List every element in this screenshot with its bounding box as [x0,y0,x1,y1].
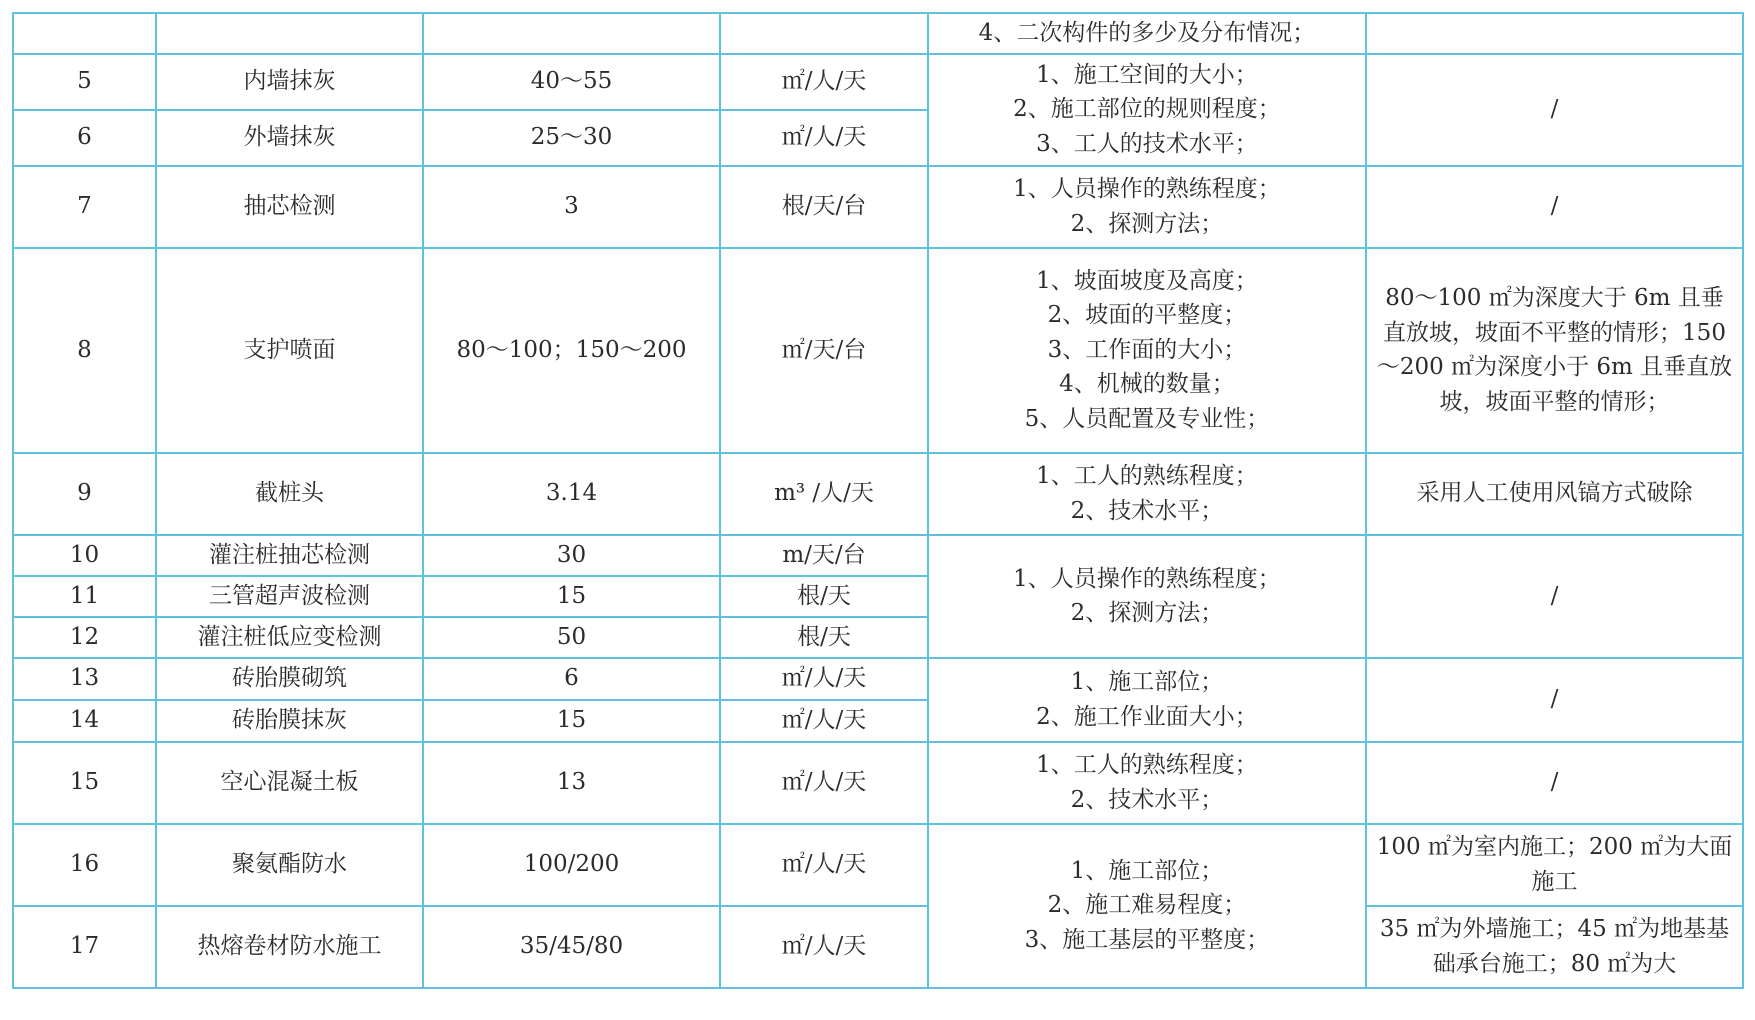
factor-line: 1、施工部位； [1070,857,1224,884]
item-value: 50 [423,617,720,658]
item-value: 15 [423,700,720,742]
item-name: 热熔卷材防水施工 [156,906,423,988]
item-name: 砖胎膜砌筑 [156,658,423,700]
note-cell: 100 ㎡为室内施工；200 ㎡为大面施工 [1366,824,1743,906]
table-row [13,453,1743,535]
factor-line: 2、施工作业面大小； [1036,703,1258,730]
row-number: 6 [13,110,156,166]
factor-line: 1、人员操作的熟练程度； [1013,565,1281,592]
table-row [13,658,1743,700]
factor-line: 1、施工部位； [1070,669,1224,695]
note-cell: / [1366,166,1743,248]
factor-cell [928,658,1366,742]
item-unit: ㎡/天/台 [720,248,928,453]
row-number: 17 [13,906,156,988]
item-unit: m³ /人/天 [720,453,928,535]
item-unit: ㎡/人/天 [720,742,928,824]
factor-cell [928,824,1366,988]
item-name: 三管超声波检测 [156,576,423,617]
factor-cell [928,453,1366,535]
item-unit: ㎡/人/天 [720,658,928,700]
table-row [13,166,1743,248]
item-unit: 根/天 [720,617,928,658]
item-value: 15 [423,576,720,617]
item-name: 灌注桩抽芯检测 [156,535,423,576]
note-cell: 35 ㎡为外墙施工；45 ㎡为地基基础承台施工；80 ㎡为大 [1366,906,1743,988]
row-number: 9 [13,453,156,535]
item-value: 3 [423,166,720,248]
item-unit: 根/天/台 [720,166,928,248]
factor-cell: 4、二次构件的多少及分布情况； [928,13,1366,54]
item-name: 内墙抹灰 [156,54,423,110]
item-unit: ㎡/人/天 [720,110,928,166]
item-name: 支护喷面 [156,248,423,453]
productivity-table [12,12,1744,989]
factor-line: 2、施工部位的规则程度； [1013,96,1281,123]
row-number: 16 [13,824,156,906]
item-name: 聚氨酯防水 [156,824,423,906]
factor-line: 1、人员操作的熟练程度； [1013,176,1281,202]
table-row [13,824,1743,906]
factor-cell [928,54,1366,166]
row-number: 8 [13,248,156,453]
factor-cell [928,248,1366,453]
factor-line: 5、人员配置及专业性； [1024,405,1270,432]
note-cell: / [1366,742,1743,824]
row-number: 14 [13,700,156,742]
factor-line: 3、工作面的大小； [1047,336,1247,363]
item-name: 灌注桩低应变检测 [156,617,423,658]
factor-cell [928,166,1366,248]
factor-line: 1、工人的熟练程度； [1036,752,1258,778]
factor-line: 2、坡面的平整度； [1047,302,1247,329]
factor-cell [928,742,1366,824]
factor-line: 3、工人的技术水平； [1036,130,1258,157]
item-value: 13 [423,742,720,824]
item-value: 3.14 [423,453,720,535]
item-value: 6 [423,658,720,700]
factor-line: 2、技术水平； [1070,786,1224,813]
row-number: 7 [13,166,156,248]
item-unit: ㎡/人/天 [720,700,928,742]
table-row [13,906,1743,988]
factor-line: 2、探测方法； [1070,210,1224,237]
table-row [13,248,1743,453]
factor-cell [928,535,1366,658]
item-name: 抽芯检测 [156,166,423,248]
note-cell: 采用人工使用风镐方式破除 [1366,453,1743,535]
item-unit: 根/天 [720,576,928,617]
factor-line: 1、工人的熟练程度； [1036,463,1258,489]
note-cell: 80～100 ㎡为深度大于 6m 且垂直放坡，坡面不平整的情形；150～200 ㎡为深度小于 6m 且垂直放坡，坡面平整的情形； [1366,248,1743,453]
item-name: 空心混凝土板 [156,742,423,824]
factor-line: 3、施工基层的平整度； [1024,926,1270,953]
table-cell [720,13,928,54]
item-value: 30 [423,535,720,576]
item-name: 砖胎膜抹灰 [156,700,423,742]
table-row [13,13,1743,54]
item-value: 40～55 [423,54,720,110]
item-value: 35/45/80 [423,906,720,988]
row-number: 10 [13,535,156,576]
table-row [13,742,1743,824]
factor-line: 2、技术水平； [1070,497,1224,524]
table-row [13,54,1743,110]
item-value: 25～30 [423,110,720,166]
item-value: 100/200 [423,824,720,906]
row-number: 11 [13,576,156,617]
factor-line: 1、坡面坡度及高度； [1036,267,1258,294]
table-cell [423,13,720,54]
item-name: 截桩头 [156,453,423,535]
table-cell [13,13,156,54]
factor-line: 2、探测方法； [1070,600,1224,626]
item-name: 外墙抹灰 [156,110,423,166]
row-number: 13 [13,658,156,700]
item-value: 80～100；150～200 [423,248,720,453]
table-cell [156,13,423,54]
note-cell: / [1366,535,1743,658]
row-number: 12 [13,617,156,658]
note-cell: / [1366,658,1743,742]
table-cell [1366,13,1743,54]
row-number: 15 [13,742,156,824]
factor-line: 1、施工空间的大小； [1036,61,1258,88]
table-row [13,535,1743,576]
factor-line: 4、机械的数量； [1059,371,1235,398]
item-unit: m/天/台 [720,535,928,576]
note-cell: / [1366,54,1743,166]
row-number: 5 [13,54,156,110]
item-unit: ㎡/人/天 [720,906,928,988]
factor-line: 2、施工难易程度； [1047,892,1247,919]
item-unit: ㎡/人/天 [720,824,928,906]
item-unit: ㎡/人/天 [720,54,928,110]
